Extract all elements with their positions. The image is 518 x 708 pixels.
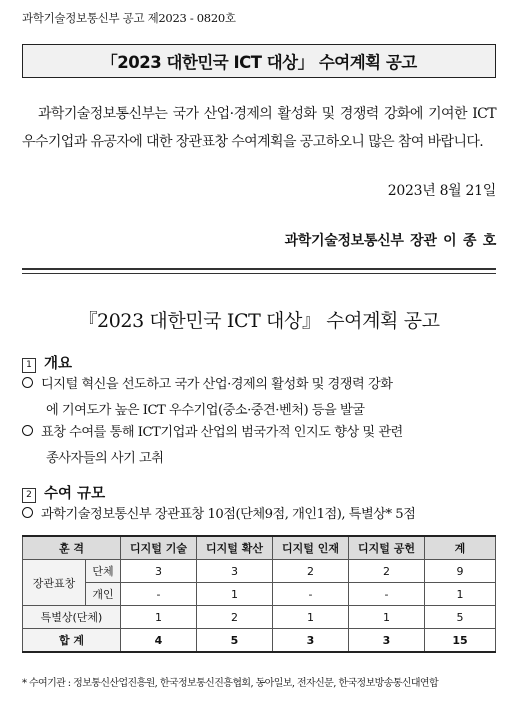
table-cell: 15 <box>425 629 496 653</box>
bullet-line: 표창 수여를 통해 ICT기업과 산업의 범국가적 인지도 향상 및 관련 <box>41 425 403 440</box>
bullet-line: 디지털 혁신을 선도하고 국가 산업·경제의 활성화 및 경쟁력 강화 <box>41 377 393 392</box>
table-cell: 5 <box>425 606 496 629</box>
row-label: 합 계 <box>23 629 121 653</box>
row-group-label: 장관표창 <box>23 560 86 606</box>
table-cell: 1 <box>273 606 349 629</box>
table-total-row <box>23 629 496 653</box>
table-header-cell: 계 <box>425 536 496 560</box>
divider-thick <box>22 268 496 270</box>
table-cell: 2 <box>349 560 425 583</box>
table-cell: 4 <box>121 629 197 653</box>
section-number-box: 2 <box>22 488 36 503</box>
table-header-cell: 디지털 인재 <box>273 536 349 560</box>
notice-date: 2023년 8월 21일 <box>387 183 496 199</box>
table-row <box>23 583 496 606</box>
table-cell: 2 <box>197 606 273 629</box>
notice-number: 과학기술정보통신부 공고 제2023 - 0820호 <box>22 11 236 25</box>
table-cell: 1 <box>425 583 496 606</box>
table-cell: 3 <box>197 560 273 583</box>
table-cell: 1 <box>121 606 197 629</box>
signer: 과학기술정보통신부 장관 이 종 호 <box>284 233 496 249</box>
circle-bullet-icon <box>22 377 33 388</box>
list-item <box>22 372 504 424</box>
circle-bullet-icon <box>22 507 33 518</box>
table-header-cell: 디지털 공헌 <box>349 536 425 560</box>
intro-paragraph: 과학기술정보통신부는 국가 산업·경제의 활성화 및 경쟁력 강화에 기여한 ICT 우수기업과 유공자에 대한 장관표창 수여계획을 공고하오니 많은 참여 바랍니다. <box>22 106 496 150</box>
section-number-box: 1 <box>22 358 36 373</box>
section-overview-heading <box>22 352 72 373</box>
section-title: 개요 <box>44 356 73 372</box>
bullet-continuation: 종사자들의 사기 고취 <box>46 451 164 466</box>
table-header-row <box>23 536 496 560</box>
footnote: * 수여기관 : 정보통신산업진흥원, 한국정보통신진흥협회, 동아일보, 전자신문, 한국정보방송통신대연합 <box>22 678 439 689</box>
circle-bullet-icon <box>22 425 33 436</box>
table-header-cell: 훈 격 <box>23 536 121 560</box>
section-title: 수여 규모 <box>44 486 106 502</box>
table-header-cell: 디지털 확산 <box>197 536 273 560</box>
notice-title-box <box>22 44 496 78</box>
table-cell: 5 <box>197 629 273 653</box>
table-cell: 9 <box>425 560 496 583</box>
table-cell: 2 <box>273 560 349 583</box>
table-cell: 1 <box>349 606 425 629</box>
table-cell: 1 <box>197 583 273 606</box>
table-cell: - <box>349 583 425 606</box>
main-title: 『2023 대한민국 ICT 대상』 수여계획 공고 <box>78 310 440 332</box>
table-row <box>23 560 496 583</box>
table-cell: 3 <box>273 629 349 653</box>
row-sub-label: 단체 <box>86 560 121 583</box>
table-cell: - <box>121 583 197 606</box>
row-sub-label: 개인 <box>86 583 121 606</box>
list-item <box>22 420 504 472</box>
list-item <box>22 502 504 528</box>
section-scale-heading <box>22 482 105 503</box>
row-label: 특별상(단체) <box>23 606 121 629</box>
table-header-cell: 디지털 기술 <box>121 536 197 560</box>
notice-title: 「2023 대한민국 ICT 대상」 수여계획 공고 <box>101 53 417 72</box>
award-table <box>22 535 496 653</box>
bullet-line: 과학기술정보통신부 장관표창 10점(단체9점, 개인1점), 특별상* 5점 <box>41 507 416 522</box>
table-cell: - <box>273 583 349 606</box>
divider-thin <box>22 273 496 274</box>
table-row <box>23 606 496 629</box>
bullet-continuation: 에 기여도가 높은 ICT 우수기업(중소·중견·벤처) 등을 발굴 <box>46 403 365 418</box>
table-cell: 3 <box>349 629 425 653</box>
table-cell: 3 <box>121 560 197 583</box>
